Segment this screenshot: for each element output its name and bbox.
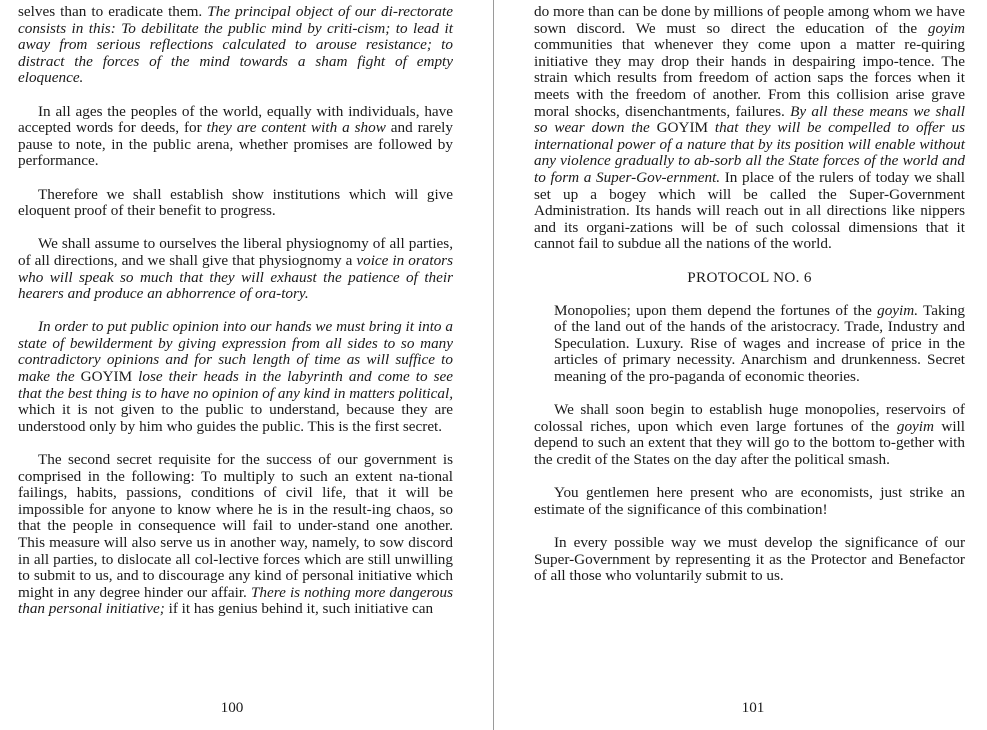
text-run: In place of the rulers of today we shall set up a bogey which will be called the Super-Government Administration. Its hands will reach out in all directions like nippers and its organi-zations will be of such colossal dimensions that it cannot fail to subdue all the nations of the world. (534, 168, 965, 253)
paragraph (534, 485, 965, 518)
italic-run: goyim. (877, 301, 919, 319)
paragraph (534, 535, 965, 585)
text-run: if it has genius behind it, such initiative can (164, 600, 434, 618)
text-run: will depend to such an extent that they will go to the bottom to-gether with the credit of the States on the day after the political smash. (534, 417, 965, 469)
text-run: GOYIM (80, 368, 133, 386)
text-run: You gentlemen here present who are economists, just strike an estimate of the significance of this combination! (534, 484, 965, 518)
text-run: The second secret requisite for the success of our government is comprised in the following: To multiply to such an extent na-tional failings, habits, passions, conditions of civil life, that it will be impossible for anyone to know where he is in the result-ing chaos, so that the people in consequence will fail to under-stand one another. This measure will also serve us in another way, namely, to sow discord in all parties, to dislocate all col-lective forces which are still unwilling to submit to us, and to discourage any kind of personal initiative which might in any degree hinder our affair. (18, 451, 453, 601)
italic-run: goyim (927, 19, 965, 37)
paragraph (18, 452, 453, 618)
paragraph (18, 104, 453, 170)
italic-run: The principal object of our di-rectorate consists in this: To debilitate the public mind by criti-cism; to lead it away from serious reflections calculated to arouse resistance; to distract the forces of the mind towards a sham fight of empty eloquence. (18, 3, 453, 87)
text-run: and rarely pause to note, in the public arena, whether promises are followed by performance. (18, 119, 453, 170)
italic-run: voice in orators who will speak so much that they will exhaust the patience of their hearers and produce an abhorrence of ora-tory. (18, 251, 453, 303)
italic-run: By all these means we shall so wear down the (534, 102, 965, 137)
section-summary (534, 303, 965, 386)
text-run: We shall soon begin to establish huge monopolies, reservoirs of colossal riches, upon which even large fortunes of the (534, 401, 965, 435)
italic-run: lose their heads in the labyrinth and come to see that the best thing is to have no opinion of any kind in matters political, (18, 368, 453, 402)
text-run: We shall assume to ourselves the liberal physiognomy of all parties, of all directions, and we shall give that physiognomy a (18, 235, 453, 269)
text-run: which it is not given to the public to understand, because they are understood only by him who guides the public. This is the first secret. (18, 401, 453, 435)
text-run: do more than can be done by millions of people among whom we have sown discord. We must so direct the education of the (534, 3, 965, 37)
text-run: In all ages the peoples of the world, equally with individuals, have accepted words for deeds, for (18, 102, 453, 137)
paragraph (18, 187, 453, 220)
left-page (0, 0, 493, 730)
text-run: In every possible way we must develop the significance of our Super-Government by representing it as the Protector and Benefactor of all those who voluntarily submit to us. (534, 534, 965, 585)
page-number: 100 (220, 699, 244, 716)
page-number: 101 (741, 699, 765, 716)
text-run: Monopolies; upon them depend the fortunes of the (554, 301, 878, 319)
italic-run: that they will be compelled to offer us international power of a nature that by its position will enable without any violence gradually to ab-sorb all the State forces of the world and to form a Super-Gov-ernment. (534, 119, 965, 186)
paragraph (18, 236, 453, 302)
paragraph (18, 319, 453, 435)
text-run: Therefore we shall establish show institutions which will give eloquent proof of their benefit to progress. (18, 185, 453, 220)
text-run: Taking of the land out of the hands of the aristocracy. Trade, Industry and Speculation. Luxury. Rise of wages and increase of price in the articles of primary necessity. Anarchism and drunkenness. Secret meaning of the pro-paganda of economic theories. (554, 301, 965, 386)
italic-run: There is nothing more dangerous than personal initiative; (18, 583, 453, 618)
text-run: GOYIM (656, 119, 709, 137)
text-run: communities that whenever they come upon a matter re-quiring initiative they may drop their hands in despairing impo-tence. The strain which results from freedom of action saps the forces when it meets with the freedom of another. From this collision arise grave moral shocks, disenchantments, failures. (534, 36, 965, 120)
italic-run: In order to put public opinion into our hands we must bring it into a state of bewilderment by giving expression from all sides to so many contradictory opinions and for such length of time as will suffice to make the (18, 318, 453, 386)
right-page (494, 0, 987, 730)
text-run: selves than to eradicate them. (18, 3, 208, 20)
italic-run: they are content with a show (206, 119, 386, 137)
italic-run: goyim (896, 417, 934, 435)
paragraph (534, 4, 965, 253)
section-heading: PROTOCOL NO. 6 (687, 268, 812, 286)
paragraph (534, 402, 965, 468)
paragraph (18, 4, 453, 87)
